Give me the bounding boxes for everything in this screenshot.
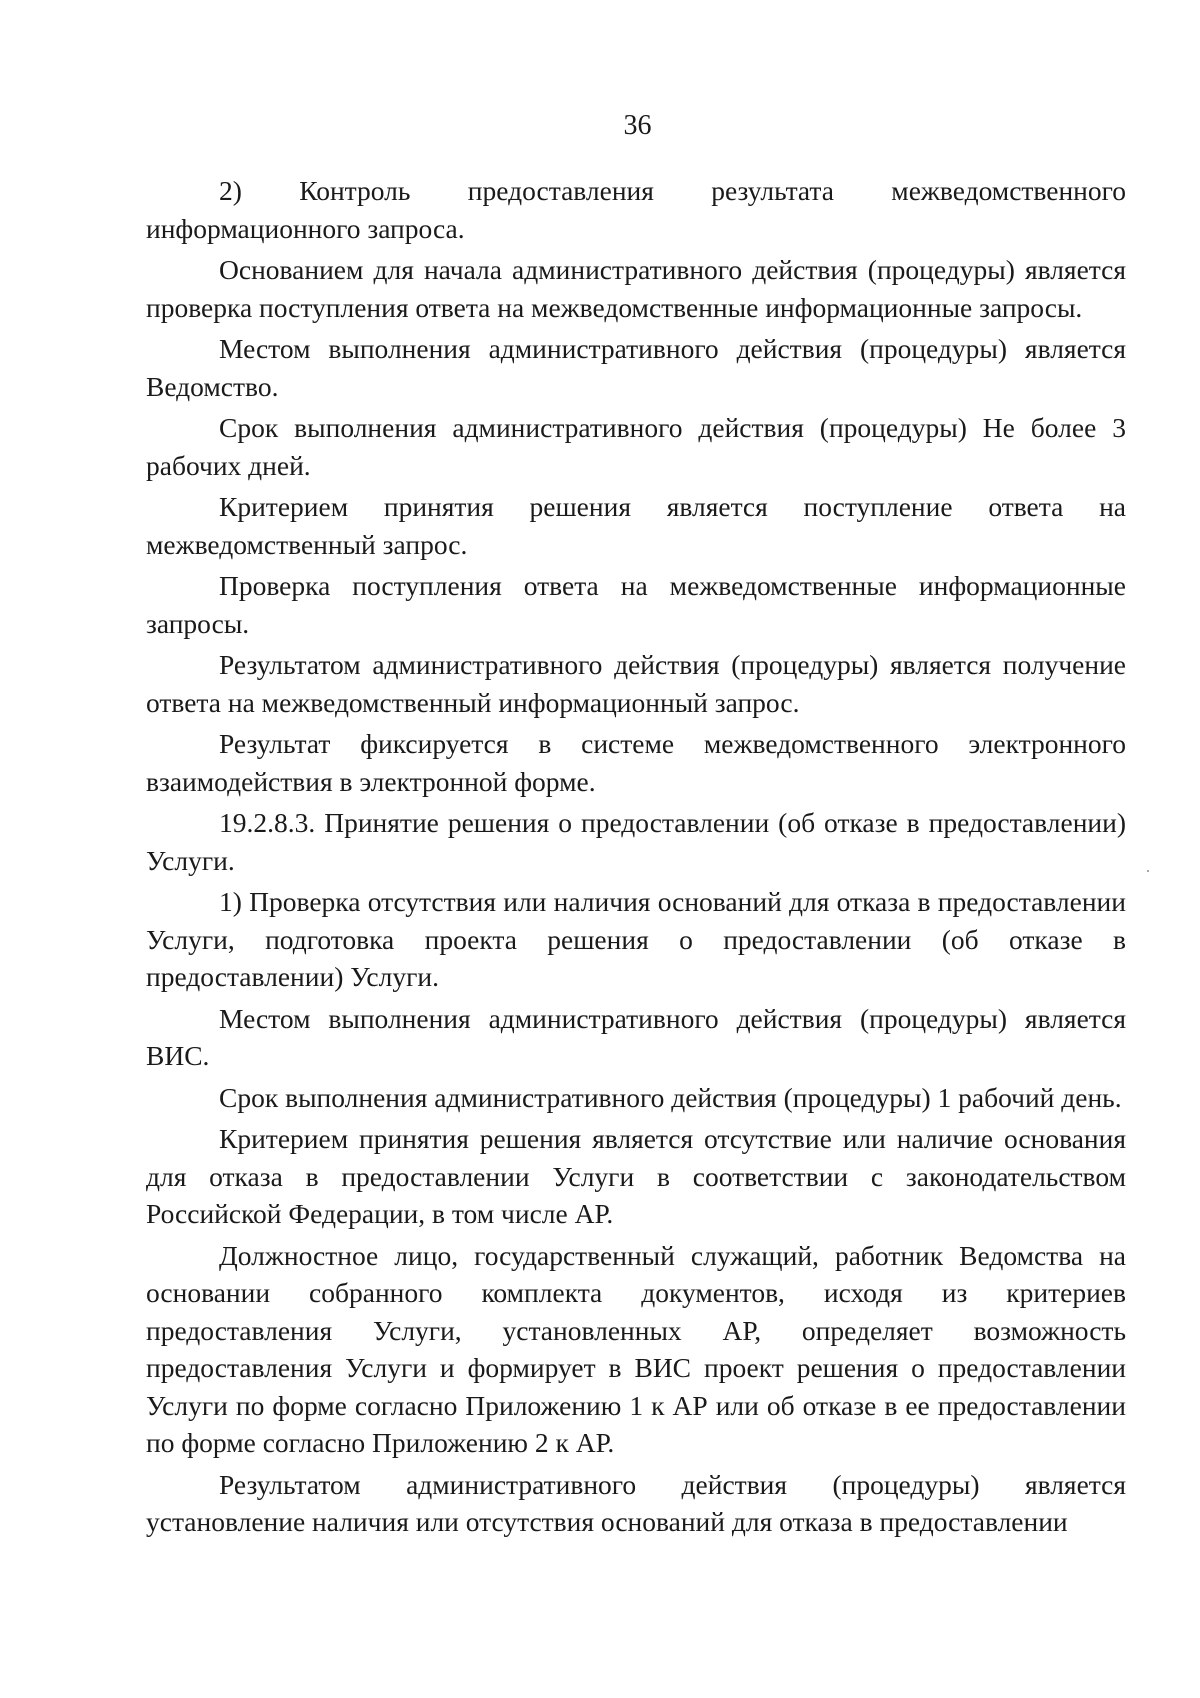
paragraph-result: Результатом административного действия (процедуры) является получение ответа на межведомственный информационный запрос. [146,649,1126,718]
paragraph-place-vis: Местом выполнения административного действия (процедуры) является ВИС. [146,1002,1126,1071]
paragraph-criterion: Критерием принятия решения является поступление ответа на межведомственный запрос. [146,491,1126,560]
paragraph-control-result: 2) Контроль предоставления результата межведомственного информационного запроса. [146,175,1126,244]
document-body [146,172,1126,1545]
scan-artifact [1147,870,1149,872]
paragraph-fixation: Результат фиксируется в системе межведомственного электронного взаимодействия в электронной форме. [146,728,1126,797]
section-heading-19-2-8-3: 19.2.8.3. Принятие решения о предоставлении (об отказе в предоставлении) Услуги. [146,807,1126,876]
paragraph-check: Проверка поступления ответа на межведомственные информационные запросы. [146,570,1126,639]
paragraph-check-grounds: 1) Проверка отсутствия или наличия оснований для отказа в предоставлении Услуги, подготовка проекта решения о предоставлении (об отказе в предоставлении) Услуги. [146,886,1126,992]
paragraph-place: Местом выполнения административного действия (процедуры) является Ведомство. [146,333,1126,402]
paragraph-term: Срок выполнения административного действия (процедуры) Не более 3 рабочих дней. [146,412,1126,481]
paragraph-result-grounds: Результатом административного действия (процедуры) является установление наличия или отсутствия оснований для отказа в предоставлении [146,1468,1126,1537]
page-number: 36 [623,110,652,141]
paragraph-criterion-grounds: Критерием принятия решения является отсутствие или наличие основания для отказа в предоставлении Услуги в соответствии с законодательством Российской Федерации, в том числе АР. [146,1123,1126,1229]
paragraph-term-one-day: Срок выполнения административного действия (процедуры) 1 рабочий день. [219,1081,1122,1113]
paragraph-basis: Основанием для начала административного действия (процедуры) является проверка поступления ответа на межведомственные информационные запросы. [146,254,1126,323]
paragraph-official-actions: Должностное лицо, государственный служащий, работник Ведомства на основании собранного комплекта документов, исходя из критериев предоставления Услуги, установленных АР, определяет возможность предоставления Услуги и формирует в ВИС проект решения о предоставлении Услуги по форме согласно Приложению 1 к АР или об отказе в ее предоставлении по форме согласно Приложению 2 к АР. [146,1239,1126,1458]
